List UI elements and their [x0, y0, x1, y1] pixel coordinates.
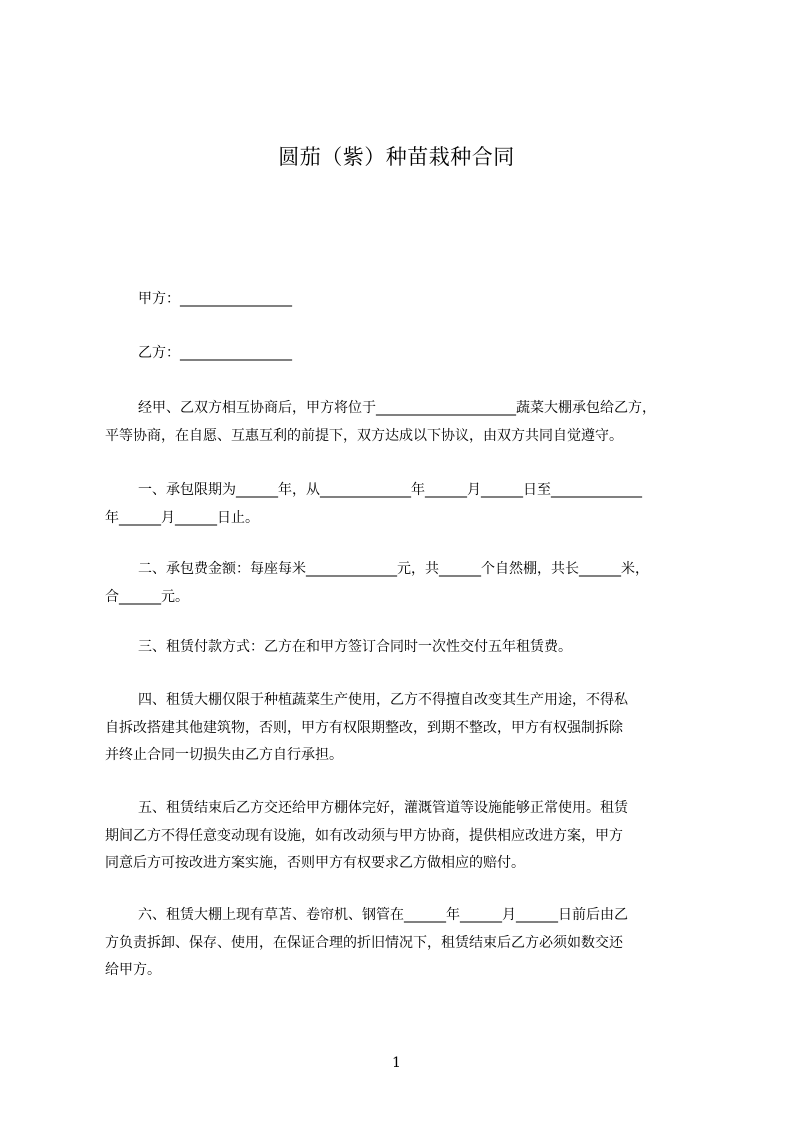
- clause-2-paragraph: [105, 556, 705, 611]
- intro-paragraph: [105, 395, 705, 450]
- clause-6-line-3: 给甲方。: [105, 962, 161, 978]
- clause-4-line-1: 四、租赁大棚仅限于种植蔬菜生产使用，乙方不得擅自改变其生产用途，不得私: [138, 692, 628, 708]
- clause-5-line-2: 期间乙方不得任意变动现有设施，如有改动须与甲方协商，提供相应改进方案，甲方: [105, 827, 623, 844]
- clause-6-line-1: 六、租赁大棚上现有草苫、卷帘机、钢管在______年______月______日前后由乙: [138, 907, 628, 923]
- clause-5-paragraph: [105, 795, 705, 878]
- clause-1-line-1: 一、承包限期为______年，从_____________年______月______日至_____________: [138, 482, 642, 498]
- clause-1-line-2: 年______月______日止。: [105, 509, 259, 526]
- page-number: 1: [392, 1055, 401, 1071]
- clause-6-line-2: 方负责拆卸、保存、使用，在保证合理的折旧情况下，租赁结束后乙方必须如数交还: [105, 934, 623, 951]
- party-b-line: [105, 340, 705, 368]
- page-title: 圆茄（紫）种苗栽种合同: [278, 145, 515, 169]
- intro-line-2: 平等协商，在自愿、互惠互利的前提下，双方达成以下协议，由双方共同自觉遵守。: [105, 427, 623, 444]
- clause-4-paragraph: [105, 687, 705, 770]
- clause-3-paragraph: [105, 634, 705, 662]
- clause-2-line-2: 合______元。: [105, 588, 189, 605]
- clause-3-line-1: 三、租赁付款方式：乙方在和甲方签订合同时一次性交付五年租赁费。: [138, 639, 572, 655]
- clause-2-line-1: 二、承包费金额：每座每米_____________元，共______个自然棚，共长______米，: [138, 561, 649, 577]
- party-a-text: 甲方：________________: [138, 291, 292, 307]
- party-a-line: [105, 286, 705, 314]
- clause-4-line-3: 并终止合同一切损失由乙方自行承担。: [105, 747, 343, 763]
- clause-5-line-3: 同意后方可按改进方案实施，否则甲方有权要求乙方做相应的赔付。: [105, 855, 525, 871]
- intro-line-1: 经甲、乙双方相互协商后，甲方将位于____________________蔬菜大棚承包给乙方，: [138, 400, 656, 416]
- clause-4-line-2: 自拆改搭建其他建筑物，否则，甲方有权限期整改，到期不整改，甲方有权强制拆除: [105, 719, 623, 736]
- clause-1-paragraph: [105, 477, 705, 532]
- party-b-text: 乙方：________________: [138, 345, 292, 361]
- clause-6-paragraph: [105, 902, 705, 985]
- clause-5-line-1: 五、租赁结束后乙方交还给甲方棚体完好，灌溉管道等设施能够正常使用。租赁: [138, 800, 628, 816]
